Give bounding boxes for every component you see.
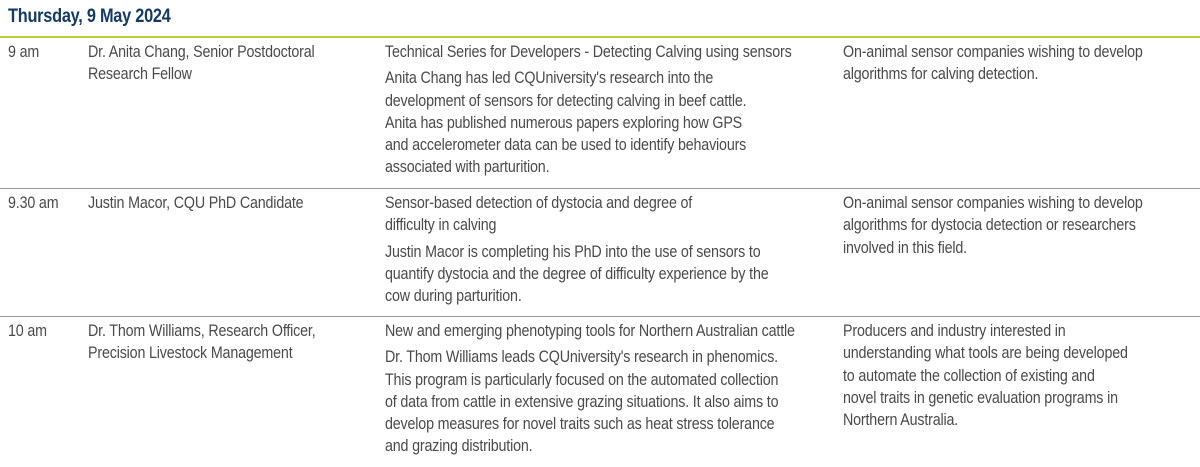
speaker-line: Precision Livestock Management — [88, 343, 293, 363]
session-title — [385, 192, 769, 237]
row-divider — [0, 188, 1200, 189]
session-description — [385, 346, 795, 457]
session-time — [8, 41, 45, 63]
title-line: difficulty in calving — [385, 215, 497, 235]
speaker-line: Dr. Thom Williams, Research Officer, — [88, 321, 316, 340]
speaker-line: Dr. Anita Chang, Senior Postdoctoral — [88, 42, 315, 61]
session-topic — [385, 192, 842, 307]
session-description — [385, 67, 792, 178]
session-topic — [385, 41, 869, 179]
speaker-line: Justin Macor, CQU PhD Candidate — [88, 193, 304, 212]
session-topic — [385, 320, 873, 458]
audience-line: involved in this field. — [843, 237, 967, 257]
description-line: and accelerometer data can be used to identify behaviours — [385, 135, 747, 155]
description-line: Anita has published numerous papers exploring how GPS — [385, 112, 743, 132]
description-line: associated with parturition. — [385, 157, 550, 177]
time-text: 10 am — [8, 321, 47, 340]
session-title — [385, 41, 792, 63]
session-time — [8, 320, 54, 342]
description-line: develop measures for novel traits such as heat stress tolerance — [385, 414, 775, 434]
description-line: development of sensors for detecting calving in beef cattle. — [385, 90, 747, 110]
title-line: Sensor-based detection of dystocia and degree of — [385, 193, 693, 212]
description-line: This program is particularly focused on the automated collection — [385, 369, 779, 389]
session-speaker — [88, 192, 344, 214]
description-line: Dr. Thom Williams leads CQUniversity's research in phenomics. — [385, 347, 778, 367]
speaker-line: Research Fellow — [88, 64, 192, 84]
session-description — [385, 241, 769, 308]
audience-line: On-animal sensor companies wishing to develop — [843, 42, 1143, 61]
audience-line: algorithms for dystocia detection or researchers — [843, 215, 1136, 235]
session-time — [8, 192, 68, 214]
session-speaker — [88, 320, 359, 365]
description-line: quantify dystocia and the degree of difficulty experience by the — [385, 263, 769, 283]
audience-line: understanding what tools are being developed — [843, 343, 1128, 363]
audience-line: novel traits in genetic evaluation programs in — [843, 387, 1118, 407]
heading-divider — [0, 36, 1200, 38]
description-line: Anita Chang has led CQUniversity's research into the — [385, 68, 714, 88]
session-audience — [843, 192, 1200, 259]
session-audience — [843, 320, 1182, 431]
time-text: 9.30 am — [8, 193, 59, 212]
row-divider — [0, 316, 1200, 317]
audience-line: Northern Australia. — [843, 410, 959, 430]
description-line: Justin Macor is completing his PhD into the use of sensors to — [385, 241, 761, 261]
session-audience — [843, 41, 1200, 86]
description-line: of data from cattle in extensive grazing situations. It also aims to — [385, 391, 779, 411]
session-title — [385, 320, 795, 342]
audience-line: On-animal sensor companies wishing to develop — [843, 193, 1143, 212]
title-line: Technical Series for Developers - Detecting Calving using sensors — [385, 42, 792, 61]
audience-line: to automate the collection of existing and — [843, 365, 1095, 385]
audience-line: algorithms for calving detection. — [843, 64, 1039, 84]
audience-line: Producers and industry interested in — [843, 321, 1066, 340]
day-heading: Thursday, 9 May 2024 — [8, 6, 171, 27]
title-line: New and emerging phenotyping tools for Northern Australian cattle — [385, 321, 795, 340]
description-line: and grazing distribution. — [385, 436, 533, 456]
session-speaker — [88, 41, 358, 86]
time-text: 9 am — [8, 42, 40, 61]
description-line: cow during parturition. — [385, 286, 522, 306]
